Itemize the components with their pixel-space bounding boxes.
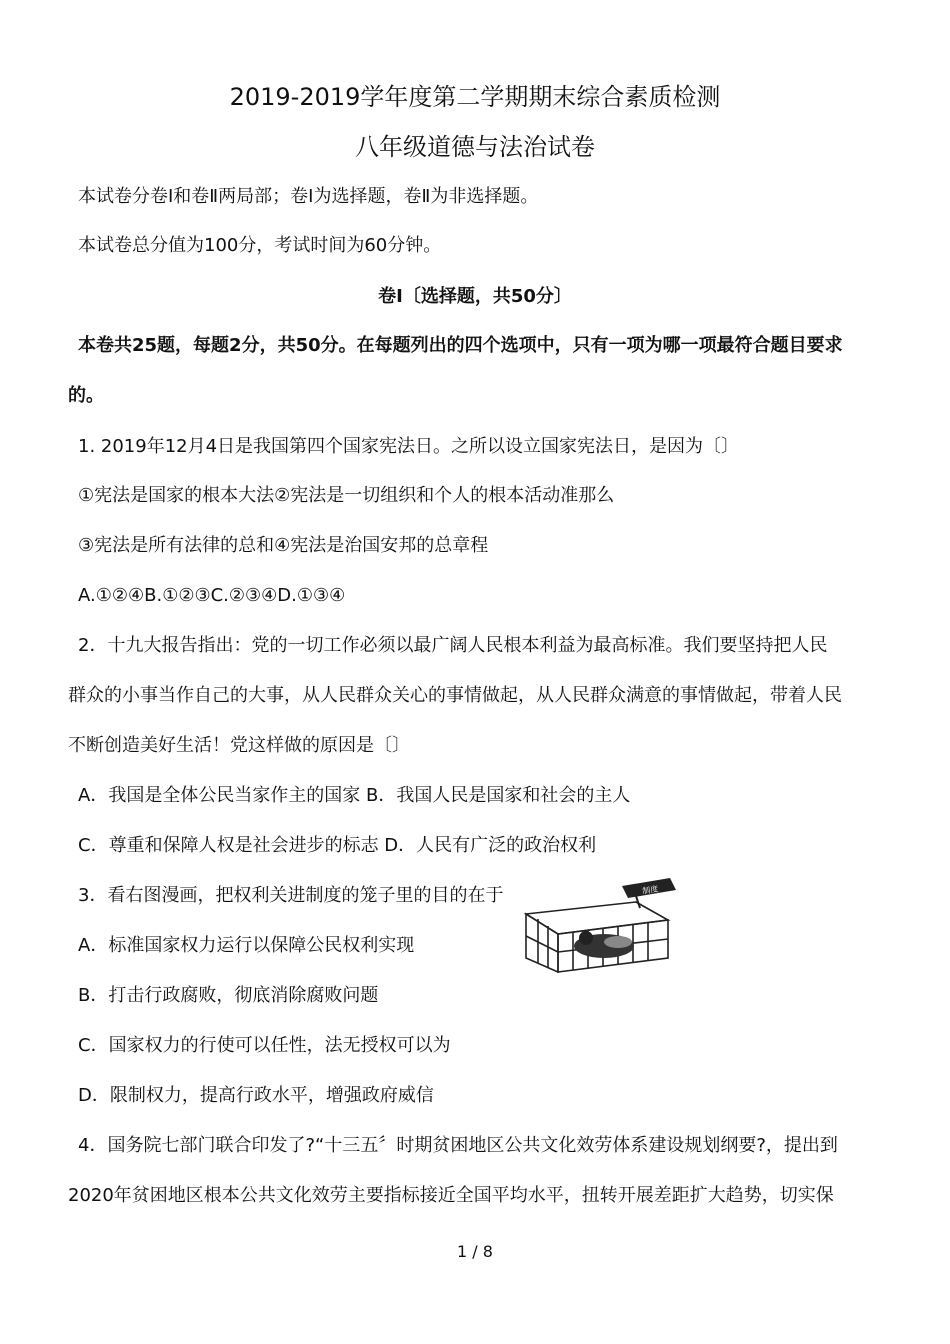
- q3-option-a: A．标准国家权力运行以保障公民权利实现: [78, 935, 415, 956]
- q4-stem-2: 2020年贫困地区根本公共文化效劳主要指标接近全国平均水平，扭转开展差距扩大趋势，切实保: [68, 1185, 834, 1206]
- q1-choices: A.①②④B.①②③C.②③④D.①③④: [78, 585, 346, 606]
- cage-cartoon-image: [518, 876, 686, 976]
- exam-title: 2019-2019学年度第二学期期末综合素质检测: [229, 83, 721, 111]
- q2-options-ab: A．我国是全体公民当家作主的国家 B．我国人民是国家和社会的主人: [78, 785, 631, 806]
- intro-line-1: 本试卷分卷Ⅰ和卷Ⅱ两局部；卷Ⅰ为选择题，卷Ⅱ为非选择题。: [78, 186, 539, 207]
- q4-stem-1: 4．国务院七部门联合印发了?“十三五〞时期贫困地区公共文化效劳体系建设规划纲要?，提出到: [78, 1135, 838, 1156]
- q3-option-c: C．国家权力的行使可以任性，法无授权可以为: [78, 1035, 451, 1056]
- q3-option-b: B．打击行政腐败，彻底消除腐败问题: [78, 985, 379, 1006]
- exam-subtitle: 八年级道德与法治试卷: [355, 133, 595, 161]
- section-heading: 卷Ⅰ〔选择题，共50分〕: [378, 286, 572, 307]
- intro-line-2: 本试卷总分值为100分，考试时间为60分钟。: [78, 235, 442, 256]
- power-figure-icon: [574, 931, 634, 958]
- q1-option-line-2: ③宪法是所有法律的总和④宪法是治国安邦的总章程: [78, 535, 489, 556]
- q2-stem-3: 不断创造美好生活！党这样做的原因是〔〕: [68, 735, 410, 756]
- page-number: 1 / 8: [457, 1242, 493, 1261]
- q2-options-cd: C．尊重和保障人权是社会进步的标志 D．人民有广泛的政治权利: [78, 835, 597, 856]
- q2-stem-1: 2．十九大报告指出：党的一切工作必须以最广阔人民根本利益为最高标准。我们要坚持把人民: [78, 635, 828, 656]
- q3-option-d: D．限制权力，提高行政水平，增强政府威信: [78, 1085, 434, 1106]
- q2-stem-2: 群众的小事当作自己的大事，从人民群众关心的事情做起，从人民群众满意的事情做起，带着人民: [68, 685, 842, 706]
- section-instruction-1: 本卷共25题，每题2分，共50分。在每题列出的四个选项中，只有一项为哪一项最符合题目要求: [78, 335, 843, 356]
- cartoon-sign: [622, 878, 676, 908]
- cartoon-sign-text: 制度: [641, 884, 659, 896]
- section-instruction-2: 的。: [68, 385, 104, 406]
- q1-stem: 1. 2019年12月4日是我国第四个国家宪法日。之所以设立国家宪法日，是因为〔〕: [78, 436, 740, 457]
- q3-stem: 3．看右图漫画，把权利关进制度的笼子里的目的在于: [78, 885, 504, 906]
- q1-option-line-1: ①宪法是国家的根本大法②宪法是一切组织和个人的根本活动准那么: [78, 485, 615, 506]
